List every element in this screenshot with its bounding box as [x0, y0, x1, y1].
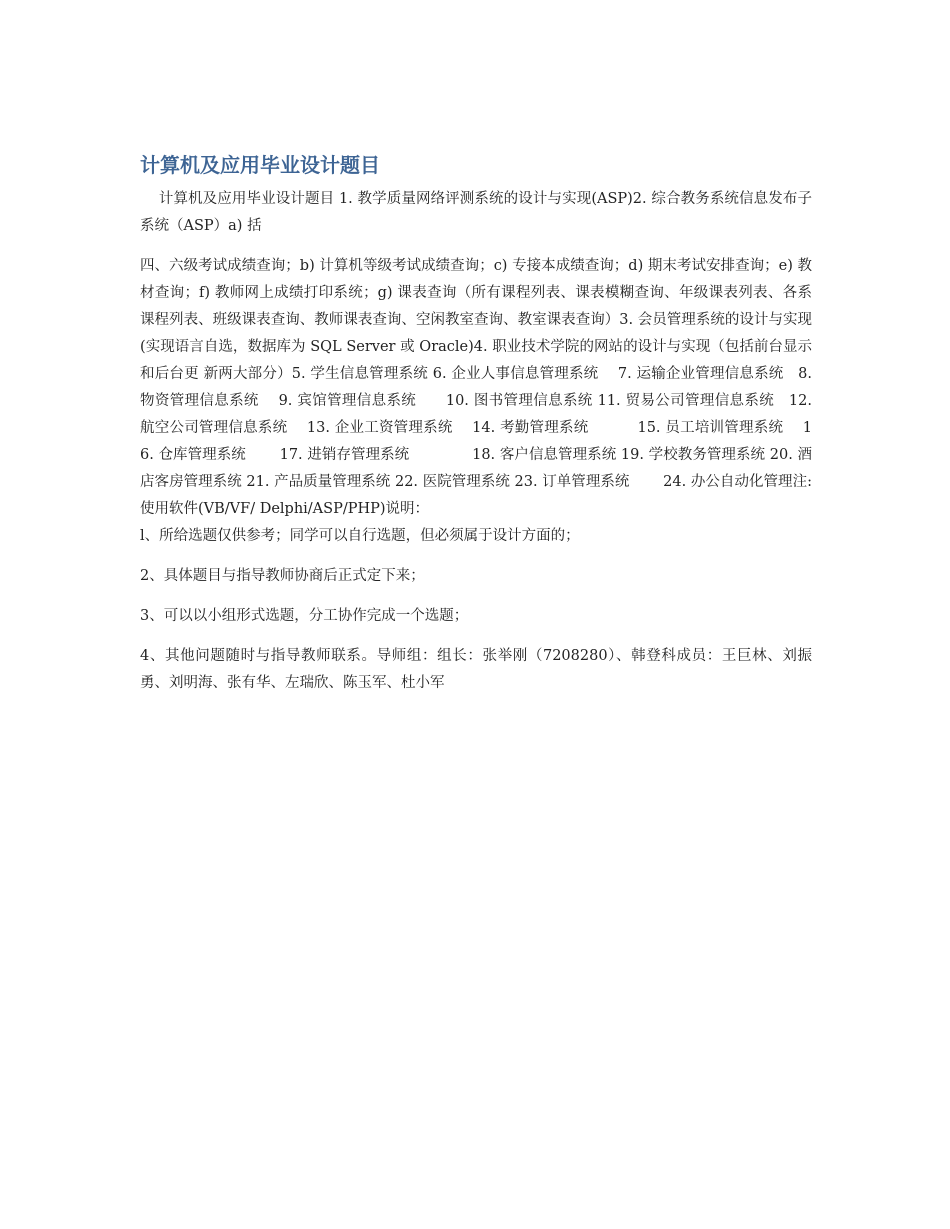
paragraph-note-4: 4、其他问题随时与指导教师联系。导师组：组长：张举刚（7208280）、韩登科成员：王巨林、刘振勇、刘明海、张有华、左瑞欣、陈玉军、杜小军 [140, 648, 812, 691]
paragraph-note-2: 2、具体题目与指导教师协商后正式定下来； [140, 568, 425, 584]
document-title: 计算机及应用毕业设计题目 [140, 153, 380, 177]
document-page [140, 150, 812, 710]
paragraph-note-1: l、所给选题仅供参考；同学可以自行选题，但必须属于设计方面的； [140, 528, 580, 544]
paragraph-note-3: 3、可以以小组形式选题，分工协作完成一个选题； [140, 608, 469, 624]
paragraph-intro: 计算机及应用毕业设计题目 1. 教学质量网络评测系统的设计与实现(ASP)2. 综合教务系统信息发布子系统（ASP）a) 括 [140, 191, 812, 234]
paragraph-topic-list: 四、六级考试成绩查询；b) 计算机等级考试成绩查询；c) 专接本成绩查询；d) 期末考试安排查询；e) 教材查询；f) 教师网上成绩打印系统；g) 课表查询（所有课程列表、课表模糊查询、年级课表列表、各系课程列表、班级课表查询、教师课表查询、空闲教室查询、教室课表查询）3. 会员管理系统的设计与实现(实现语言自选，数据库为 SQL Server 或 Oracle)4. 职业技术学院的网站的设计与实现（包括前台显示和后台更 新两大部分）5. 学生信息管理系统 6. 企业人事信息管理系统 7. 运输企业管理信息系统 8. 物资管理信息系统 9. 宾馆管理信息系统 10. 图书管理信息系统 11. 贸易公司管理信息系统 12. 航空公司管理信息系统 13. 企业工资管理系统 14. 考勤管理系统 15. 员工培训管理系统 16. 仓库管理系统 17. 进销存管理系统 18. 客户信息管理系统 19. 学校教务管理系统 20. 酒店客房管理系统 21. 产品质量管理系统 22. 医院管理系统 23. 订单管理系统 24. 办公自动化管理注:使用软件(VB/VF/ Delphi/ASP/PHP)说明： [140, 258, 812, 517]
